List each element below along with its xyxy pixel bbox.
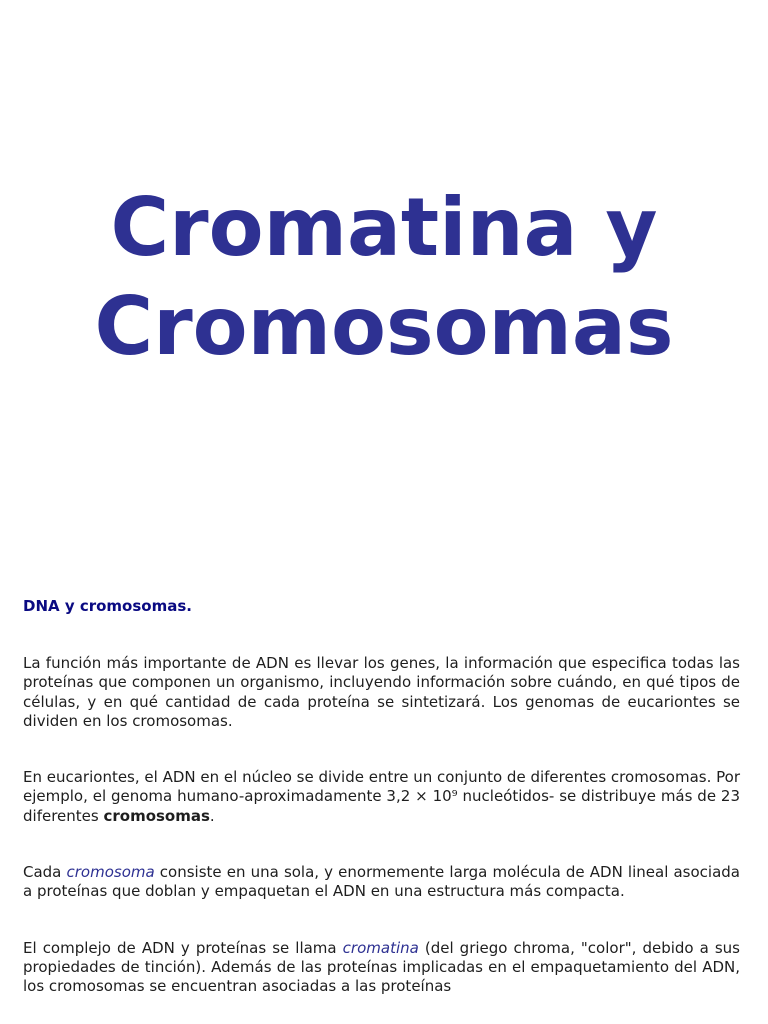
document-body bbox=[23, 596, 740, 997]
paragraph-cromatina bbox=[23, 939, 740, 997]
paragraph-eucariontes-end: . bbox=[209, 806, 215, 825]
paragraph-cromosoma-text: consiste en una sola, y enormemente larga molécula de ADN lineal asociada a proteínas que doblan y empaquetan el ADN en una estructura más compacta. bbox=[23, 863, 740, 901]
paragraph-cromosoma bbox=[23, 863, 740, 902]
cromatina-term: cromatina bbox=[342, 938, 419, 957]
title-line-2: Cromosomas bbox=[94, 280, 674, 373]
paragraph-eucariontes-text: En eucariontes, el ADN en el núcleo se divide entre un conjunto de diferentes cromosomas. Por ejemplo, el genoma humano-aproximadamente 3,2 × 10⁹ nucleótidos- se distribuye más de 23 diferentes bbox=[23, 768, 740, 825]
section-heading: DNA y cromosomas. bbox=[23, 597, 192, 615]
paragraph-cromatina-text: (del griego chroma, "color", debido a sus propiedades de tinción). Además de las proteínas implicadas en el empaquetamiento del ADN, los cromosomas se encuentran asociadas a las proteínas bbox=[23, 938, 740, 996]
paragraph-cromatina-start: El complejo de ADN y proteínas se llama bbox=[23, 938, 343, 957]
paragraph-eucariontes bbox=[23, 768, 740, 826]
paragraph-genes: La función más importante de ADN es llevar los genes, la información que especifica todas las proteínas que componen un organismo, incluyendo información sobre cuándo, en qué tipos de células, y en qué cantidad de cada proteína se sintetizará. Los genomas de eucariontes se dividen en los cromosomas. bbox=[23, 654, 740, 730]
cromosomas-bold-term: cromosomas bbox=[103, 806, 210, 825]
cromosoma-term: cromosoma bbox=[66, 863, 155, 882]
paragraph-cromosoma-start: Cada bbox=[23, 863, 67, 882]
document-title bbox=[0, 178, 768, 376]
title-line-1: Cromatina y bbox=[110, 181, 658, 274]
